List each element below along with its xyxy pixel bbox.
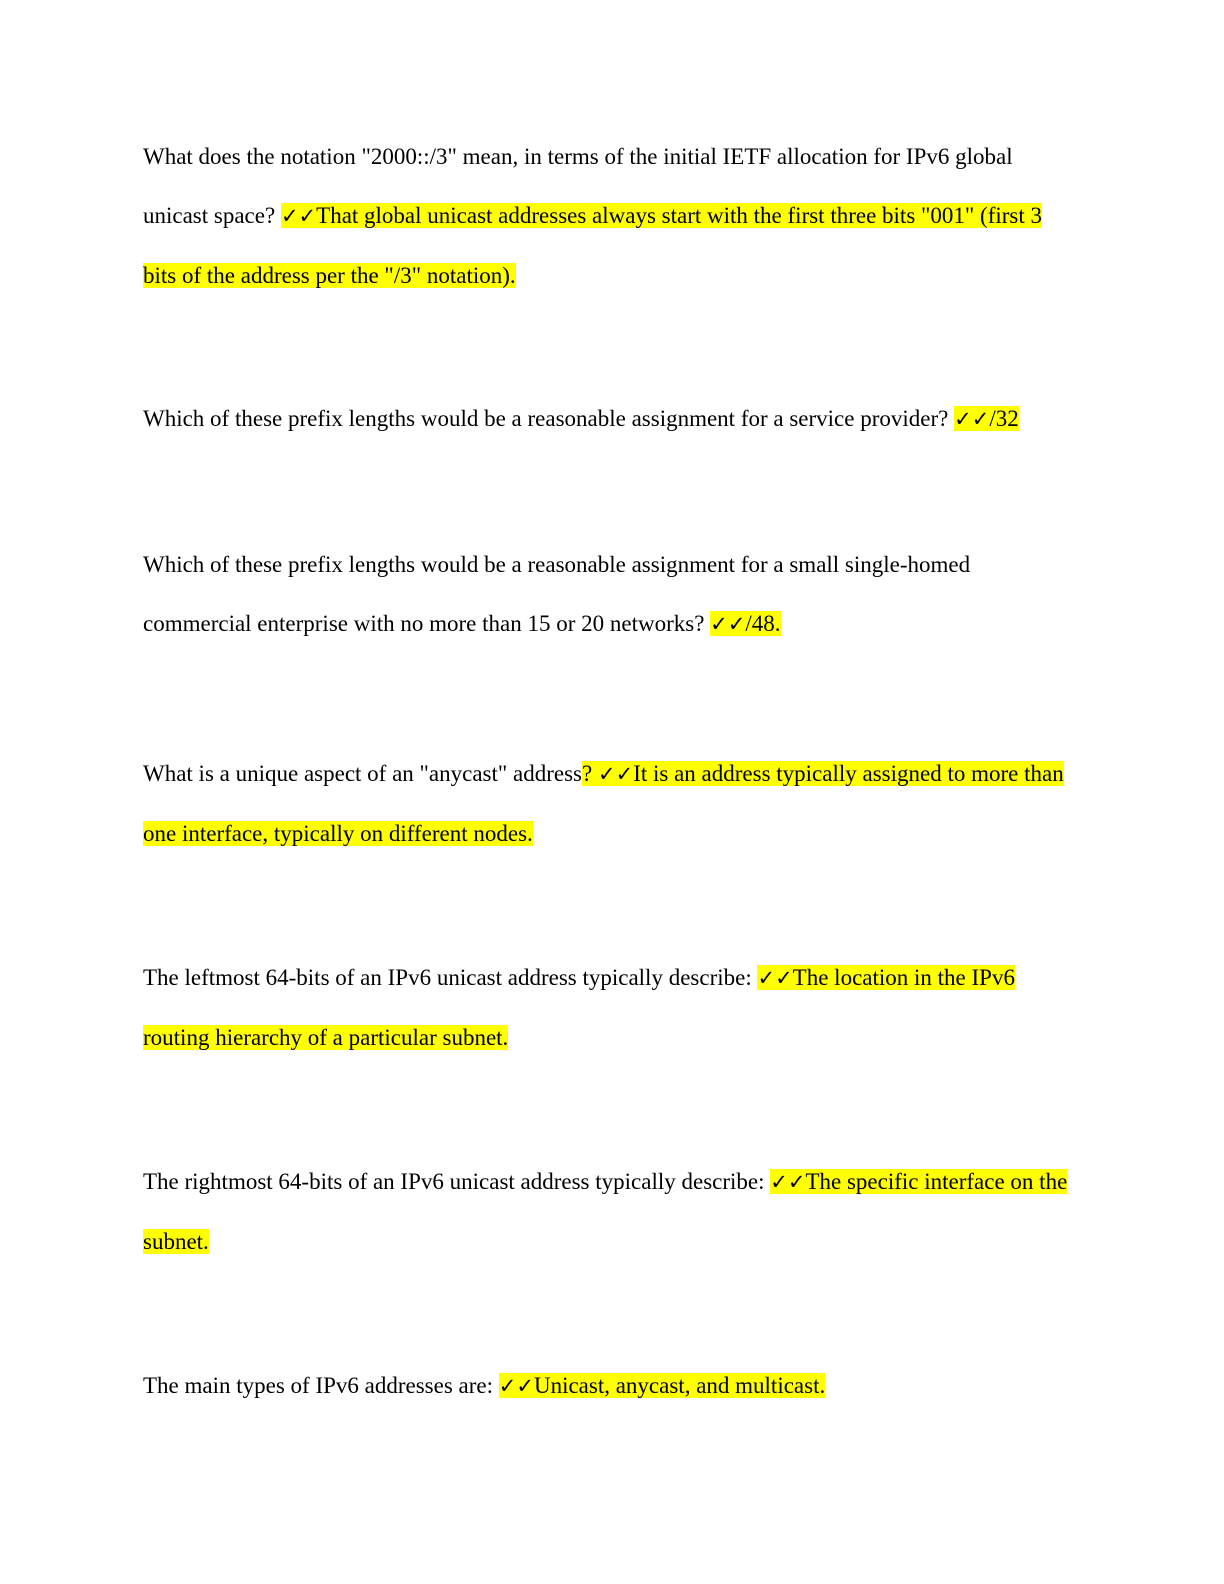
answer-text: The specific interface on the subnet. <box>143 1169 1068 1254</box>
question-text: Which of these prefix lengths would be a reasonable assignment for a service provider? <box>143 406 955 431</box>
question-text: The main types of IPv6 addresses are: <box>143 1373 499 1398</box>
double-check-icon: ✓✓ <box>757 966 793 990</box>
answer-text: /48. <box>745 611 781 636</box>
answer-highlight <box>710 611 780 636</box>
answer-text: /32 <box>989 406 1019 431</box>
qa-item <box>143 535 1073 654</box>
question-text: The leftmost 64-bits of an IPv6 unicast address typically describe: <box>143 965 758 990</box>
question-text: The rightmost 64-bits of an IPv6 unicast address typically describe: <box>143 1169 771 1194</box>
answer-text: It is an address typically assigned to more than one interface, typically on different nodes. <box>143 761 1064 846</box>
question-text: What is a unique aspect of an "anycast" address <box>143 761 583 786</box>
double-check-icon: ✓✓ <box>498 1374 534 1398</box>
answer-highlight <box>499 1373 825 1398</box>
question-text: What does the notation "2000::/3" mean, in terms of the initial IETF allocation for IPv6 global unicast space? <box>143 144 1013 228</box>
double-check-icon: ✓✓ <box>597 762 634 786</box>
qa-item <box>143 1356 1073 1416</box>
qa-item <box>143 948 1073 1067</box>
qa-item <box>143 744 1073 863</box>
double-check-icon: ✓✓ <box>710 612 746 636</box>
double-check-icon: ✓✓ <box>954 407 990 431</box>
double-check-icon: ✓✓ <box>770 1170 806 1194</box>
qa-item <box>143 127 1073 305</box>
qa-item <box>143 1152 1073 1271</box>
answer-text: Unicast, anycast, and multicast. <box>533 1373 826 1398</box>
answer-text: That global unicast addresses always start with the first three bits "001" (first 3 bits of the address per the "/3" notation). <box>143 203 1042 288</box>
answer-text: The location in the IPv6 routing hierarchy of a particular subnet. <box>143 965 1015 1050</box>
double-check-icon: ✓✓ <box>280 204 317 228</box>
question-text: Which of these prefix lengths would be a reasonable assignment for a small single-homed commercial enterprise with no more than 15 or 20 networks? <box>143 552 971 636</box>
answer-prefix: ? <box>582 761 598 786</box>
qa-item <box>143 389 1073 449</box>
answer-highlight <box>954 406 1019 431</box>
